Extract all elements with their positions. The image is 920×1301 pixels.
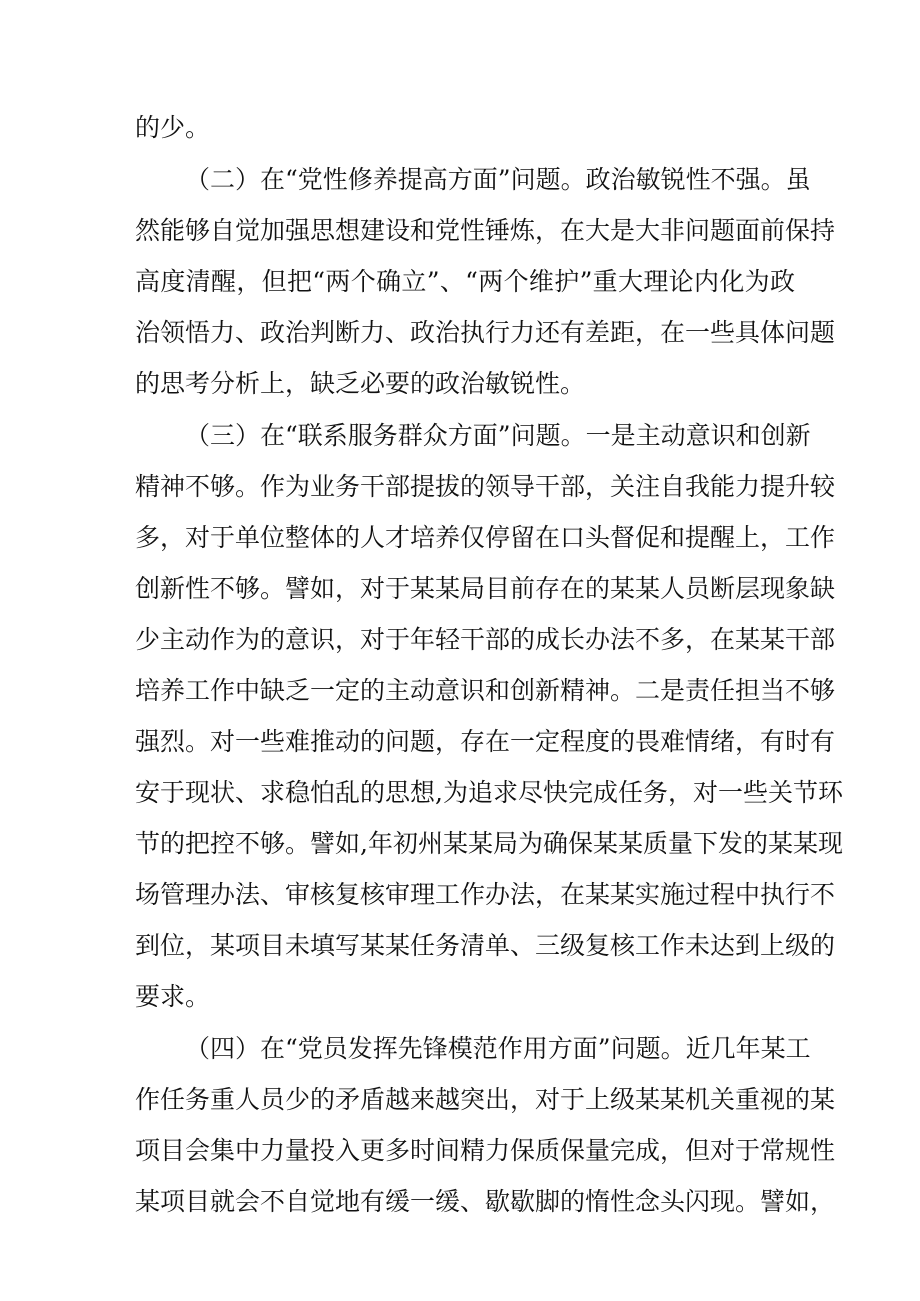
paragraph-2-line-3: 高度清醒，但把“两个确立”、“两个维护”重大理论内化为政 <box>135 267 795 296</box>
paragraph-3-line-5: 少主动作为的意识，对于年轻干部的成长办法不多，在某某干部 <box>135 625 836 654</box>
paragraph-2-line-4: 治领悟力、政治判断力、政治执行力还有差距，在一些具体问题 <box>135 318 836 347</box>
paragraph-3-line-12: 要求。 <box>135 982 211 1011</box>
paragraph-2-line-5: 的思考分析上，缺乏必要的政治敏锐性。 <box>135 369 586 398</box>
paragraph-2-line-1: （二）在“党性修养提高方面”问题。政治敏锐性不强。虽 <box>185 165 811 194</box>
paragraph-3-line-6: 培养工作中缺乏一定的主动意识和创新精神。二是责任担当不够 <box>135 676 836 705</box>
paragraph-4-line-2: 作任务重人员少的矛盾越来越突出，对于上级某某机关重视的某 <box>135 1085 836 1114</box>
paragraph-1-line-1: 的少。 <box>135 113 211 142</box>
paragraph-3-line-4: 创新性不够。譬如，对于某某局目前存在的某某人员断层现象缺 <box>135 574 836 603</box>
paragraph-4-line-4: 某项目就会不自觉地有缓一缓、歇歇脚的惰性念头闪现。譬如， <box>135 1187 836 1216</box>
paragraph-3-line-1: （三）在“联系服务群众方面”问题。一是主动意识和创新 <box>185 421 811 450</box>
paragraph-3-line-3: 多，对于单位整体的人才培养仅停留在口头督促和提醒上，工作 <box>135 523 836 552</box>
paragraph-3-line-7: 强烈。对一些难推动的问题，存在一定程度的畏难情绪，有时有 <box>135 727 836 756</box>
paragraph-3-line-9: 节的把控不够。譬如,年初州某某局为确保某某质量下发的某某现 <box>135 829 843 858</box>
paragraph-4-line-3: 项目会集中力量投入更多时间精力保质保量完成，但对于常规性 <box>135 1136 836 1165</box>
paragraph-3-line-10: 场管理办法、审核复核审理工作办法，在某某实施过程中执行不 <box>135 880 836 909</box>
paragraph-3-line-11: 到位，某项目未填写某某任务清单、三级复核工作未达到上级的 <box>135 931 836 960</box>
paragraph-4-line-1: （四）在“党员发挥先锋模范作用方面”问题。近几年某工 <box>185 1034 811 1063</box>
paragraph-3-line-2: 精神不够。作为业务干部提拔的领导干部，关注自我能力提升较 <box>135 472 836 501</box>
paragraph-3-line-8: 安于现状、求稳怕乱的思想,为追求尽快完成任务，对一些关节环 <box>135 778 843 807</box>
paragraph-2-line-2: 然能够自觉加强思想建设和党性锤炼，在大是大非问题面前保持 <box>135 216 836 245</box>
